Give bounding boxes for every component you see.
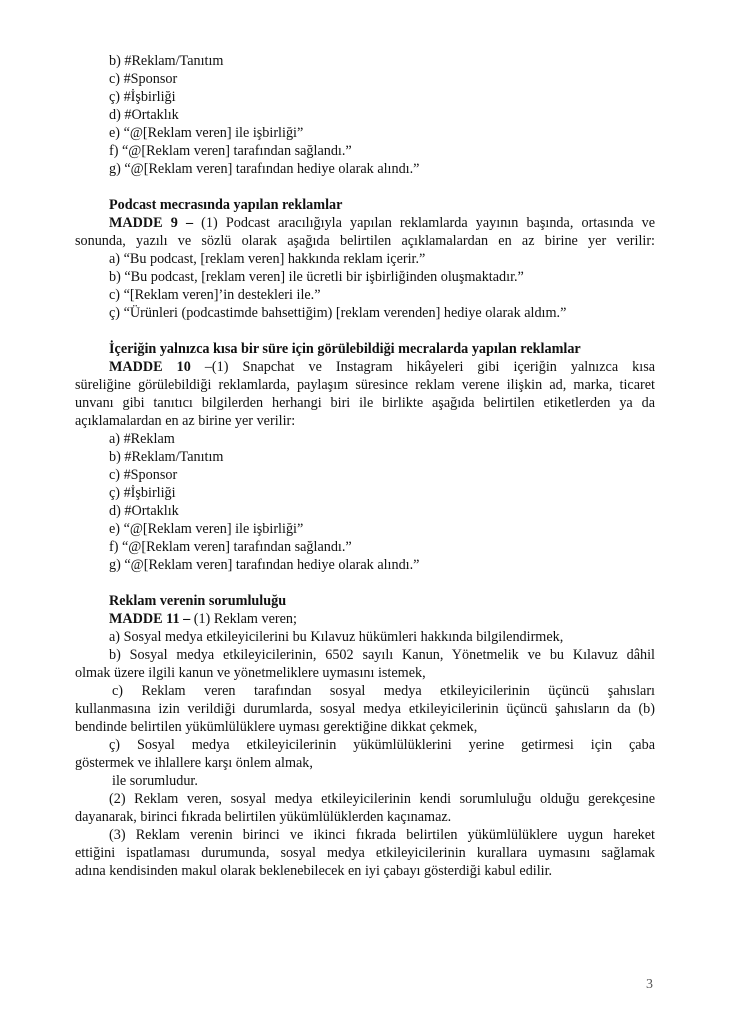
list-item: e) “@[Reklam veren] ile işbirliği” xyxy=(109,521,304,537)
list-item: ç) #İşbirliği xyxy=(109,485,176,501)
article-10-first-line xyxy=(109,358,655,376)
paragraph-line: ç) Sosyal medya etkileyicilerinin yükümlülüklerini yerine getirmesi için çaba xyxy=(109,737,655,753)
list-item: e) “@[Reklam veren] ile işbirliği” xyxy=(109,125,304,141)
paragraph-line: süreliğine görülebildiği reklamlarda, paylaşım süresince reklam verene ilişkin ad, marka, ticaret xyxy=(75,377,655,393)
section-heading-responsibility: Reklam verenin sorumluluğu xyxy=(109,593,287,609)
paragraph-line: ettiğini ispatlaması durumunda, sosyal medya etkileyicilerinin kurallara uymasını sağlamak xyxy=(75,845,655,861)
list-item: g) “@[Reklam veren] tarafından hediye olarak alındı.” xyxy=(109,557,420,573)
article-text: (1) Reklam veren; xyxy=(190,611,297,627)
paragraph-line: göstermek ve ihlallere karşı önlem almak, xyxy=(75,755,313,771)
list-item: c) #Sponsor xyxy=(109,71,178,87)
paragraph-line: kullanmasına izin verildiği durumlarda, sosyal medya etkileyicilerinin üçüncü şahısların da (b) xyxy=(75,701,655,717)
list-item: c) “[Reklam veren]’in destekleri ile.” xyxy=(109,287,321,303)
article-text: –(1) Snapchat ve Instagram hikâyeleri gibi içeriğin yalnızca kısa xyxy=(190,359,656,375)
list-item: a) “Bu podcast, [reklam veren] hakkında reklam içerir.” xyxy=(109,251,426,267)
paragraph-line: bendinde belirtilen yükümlülüklere uyması gerektiğine dikkat çekmek, xyxy=(75,719,478,735)
list-item: g) “@[Reklam veren] tarafından hediye olarak alındı.” xyxy=(109,161,420,177)
section-heading-short-content: İçeriğin yalnızca kısa bir süre için görülebildiği mecralarda yapılan reklamlar xyxy=(109,341,581,357)
article-label: MADDE 10 xyxy=(109,359,191,375)
article-label: MADDE 11 – xyxy=(109,611,191,627)
list-item: c) #Sponsor xyxy=(109,467,178,483)
list-item: f) “@[Reklam veren] tarafından sağlandı.” xyxy=(109,539,352,555)
page-number: 3 xyxy=(646,977,653,992)
article-9-first-line xyxy=(109,214,655,232)
paragraph-line: ile sorumludur. xyxy=(112,773,198,789)
article-11-first-line xyxy=(109,610,297,628)
list-item: ç) #İşbirliği xyxy=(109,89,176,105)
list-item: d) #Ortaklık xyxy=(109,107,179,123)
paragraph-line: (2) Reklam veren, sosyal medya etkileyicilerinin kendi sorumluluğu olduğu gerekçesine xyxy=(109,791,655,807)
article-text: (1) Podcast aracılığıyla yapılan reklamlarda yayının başında, ortasında ve xyxy=(193,215,656,231)
list-item: a) Sosyal medya etkileyicilerini bu Kılavuz hükümleri hakkında bilgilendirmek, xyxy=(109,629,564,645)
section-heading-podcast: Podcast mecrasında yapılan reklamlar xyxy=(109,197,343,213)
paragraph-line: dayanarak, birinci fıkrada belirtilen yükümlülüklerden kaçınamaz. xyxy=(75,809,452,825)
list-item: ç) “Ürünleri (podcastimde bahsettiğim) [reklam verenden] hediye olarak aldım.” xyxy=(109,305,567,321)
paragraph-line: unvanı gibi tanıtıcı bilgilerden herhangi biri ile birlikte aşağıda belirtilen etiketlerden ya da xyxy=(75,395,655,411)
list-item: f) “@[Reklam veren] tarafından sağlandı.” xyxy=(109,143,352,159)
paragraph-line: açıklamalardan en az birine yer verilir: xyxy=(75,413,296,429)
paragraph-line: c) Reklam veren tarafından sosyal medya etkileyicilerinin üçüncü şahısları xyxy=(112,683,655,699)
list-item: b) #Reklam/Tanıtım xyxy=(109,449,224,465)
list-item: a) #Reklam xyxy=(109,431,175,447)
list-item: b) #Reklam/Tanıtım xyxy=(109,53,224,69)
list-item: b) “Bu podcast, [reklam veren] ile ücretli bir işbirliğinden oluşmaktadır.” xyxy=(109,269,524,285)
paragraph-line: (3) Reklam verenin birinci ve ikinci fıkrada belirtilen yükümlülüklere uygun hareket xyxy=(109,827,655,843)
article-label: MADDE 9 – xyxy=(109,215,194,231)
paragraph-line: adına kendisinden makul olarak beklenebilecek en iyi çabayı gösterdiği kabul edilir. xyxy=(75,863,553,879)
paragraph-line: b) Sosyal medya etkileyicilerinin, 6502 sayılı Kanun, Yönetmelik ve bu Kılavuz dâhil xyxy=(109,647,655,663)
paragraph-line: olmak üzere ilgili kanun ve yönetmeliklere uymasını istemek, xyxy=(75,665,426,681)
list-item: d) #Ortaklık xyxy=(109,503,179,519)
paragraph-line: sonunda, yazılı ve sözlü olarak aşağıda belirtilen açıklamalardan en az birine yer verilir: xyxy=(75,233,655,249)
